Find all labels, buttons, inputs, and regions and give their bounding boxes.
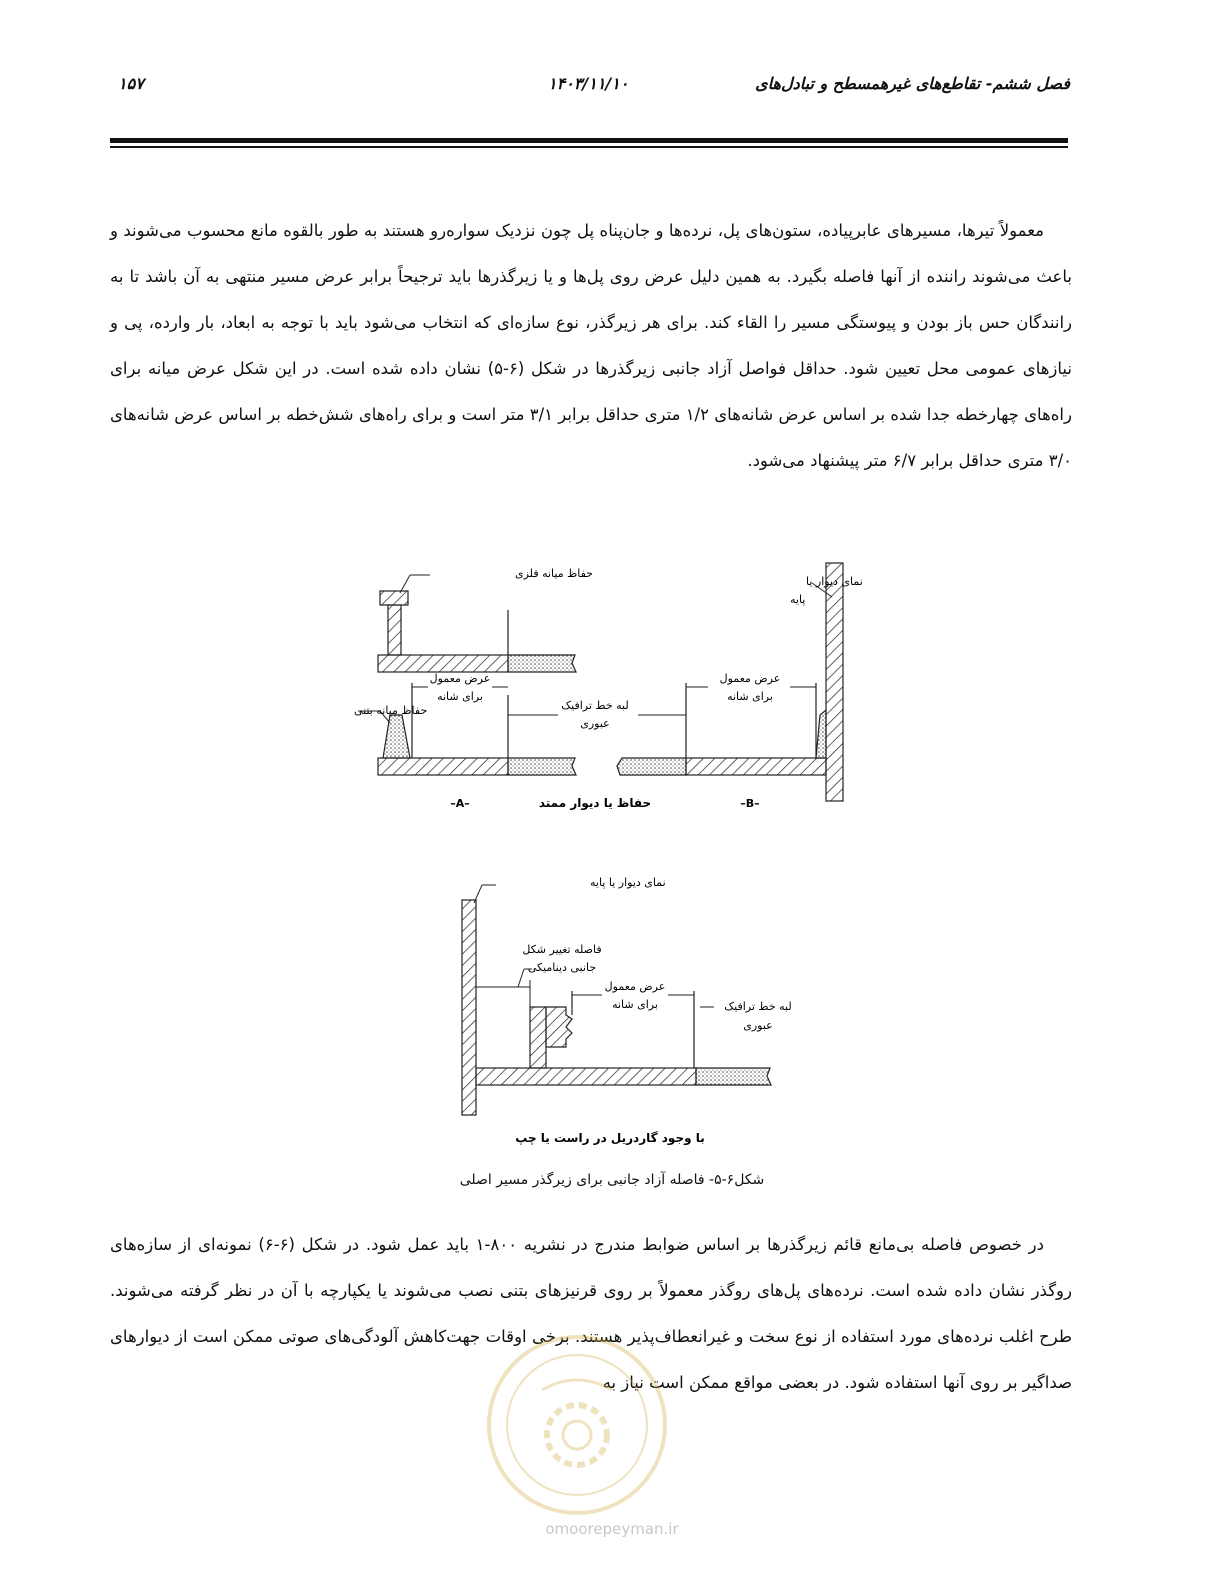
lateral-clearance-figure <box>250 555 870 1155</box>
label-shoulder-width-b-1: عرض معمول <box>719 672 781 685</box>
paragraph-1: معمولاً تیرها، مسیرهای عابرپیاده، ستون‌های پل، نرده‌ها و جان‌پناه پل چون نزدیک سواره‌رو هستند به طور بالقوه مانع محسوب می‌شوند و باعث می‌شوند راننده از آنها فاصله بگیرد. به همین دلیل عرض روی پل‌ها و یا زیرگذرها باید ترجیحاً برابر عرض مسیر منتهی به آن باشد تا به رانندگان حس باز بودن و پیوستگی مسیر را القاء کند. برای هر زیرگذر، نوع سازه‌ای که انتخاب می‌شود باید با توجه به ابعاد، بار وارده، پی و نیازهای عمومی محل تعیین شود. حداقل فواصل آزاد جانبی زیرگذرها در شکل (۶-۵) نشان داده شده است. در این شکل عرض میانه برای راه‌های چهارخطه جدا شده بر اساس عرض شانه‌های ۱/۲ متری حداقل برابر ۳/۱ متر است و برای راه‌های شش‌خطه بر اساس عرض شانه‌های ۳/۰ متری حداقل برابر ۶/۷ متر پیشنهاد می‌شود. <box>110 221 1072 470</box>
label-continuous-barrier-title: حفاظ یا دیوار ممتد <box>538 796 652 810</box>
label-dynamic-deflection-1: فاصله تغییر شکل <box>522 943 602 956</box>
header-rule-thin <box>110 146 1068 148</box>
figure-caption: شکل۶-۵- فاصله آزاد جانبی برای زیرگذر مسیر اصلی <box>459 1172 765 1188</box>
label-traffic-edge-1: لبه خط ترافیک <box>561 699 629 712</box>
label-wall-or-pier-face: نمای دیوار یا <box>806 575 863 588</box>
label-concrete-median-barrier: حفاظ میانه بتنی <box>354 704 428 717</box>
label-dynamic-deflection-2: جانبی دینامیکی <box>527 961 597 974</box>
seal-watermark-icon <box>482 1330 672 1520</box>
label-shoulder-width-a-2: برای شانه <box>437 690 483 703</box>
label-wall-or-pier-face-2: پایه <box>790 593 806 606</box>
label-guardrail-title: با وجود گاردریل در راست یا چپ <box>515 1131 705 1145</box>
diagram-c <box>462 876 792 1146</box>
page-number: ۱۵۷ <box>118 74 144 93</box>
header-rule-thick <box>110 138 1068 143</box>
header-date: ۱۴۰۳/۱۱/۱۰ <box>548 74 629 93</box>
watermark-site: omoorepeyman.ir <box>545 1520 679 1538</box>
label-shoulder-width-b-2: برای شانه <box>727 690 773 703</box>
label-traffic-edge-c-2: عبوری <box>743 1019 773 1032</box>
label-shoulder-width-c-1: عرض معمول <box>604 980 666 993</box>
label-shoulder-width-a-1: عرض معمول <box>429 672 491 685</box>
label-part-a: –A– <box>450 797 470 810</box>
paragraph-2: در خصوص فاصله بی‌مانع قائم زیرگذرها بر اساس ضوابط مندرج در نشریه ۸۰۰-۱ باید عمل شود. در شکل (۶-۶) نمونه‌ای از سازه‌های روگذر نشان داده شده است. نرده‌های پل‌های روگذر معمولاً بر روی قرنیزهای بتنی نصب می‌شوند یا یکپارچه با آن در نظر گرفته می‌شوند. طرح اغلب نرده‌های مورد استفاده از نوع سخت و غیرانعطاف‌پذیر هستند. برخی اوقات جهت‌کاهش آلودگی‌های صوتی ممکن است از دیوارهای صداگیر بر روی آنها استفاده شود. در بعضی مواقع ممکن است نیاز به <box>110 1235 1072 1392</box>
page-header <box>118 74 1070 104</box>
traffic-edge-annotation <box>539 699 651 811</box>
chapter-title: فصل ششم- تقاطع‌های غیرهمسطح و تبادل‌های <box>755 74 1070 93</box>
label-metal-median-barrier: حفاظ میانه فلزی <box>515 567 593 580</box>
label-traffic-edge-c-1: لبه خط ترافیک <box>724 1000 792 1013</box>
label-part-b: –B– <box>740 797 760 810</box>
label-shoulder-width-c-2: برای شانه <box>612 998 658 1011</box>
label-traffic-edge-2: عبوری <box>580 717 610 730</box>
diagram-b <box>617 563 863 810</box>
label-wall-or-pier-face-c: نمای دیوار یا پایه <box>590 876 666 889</box>
